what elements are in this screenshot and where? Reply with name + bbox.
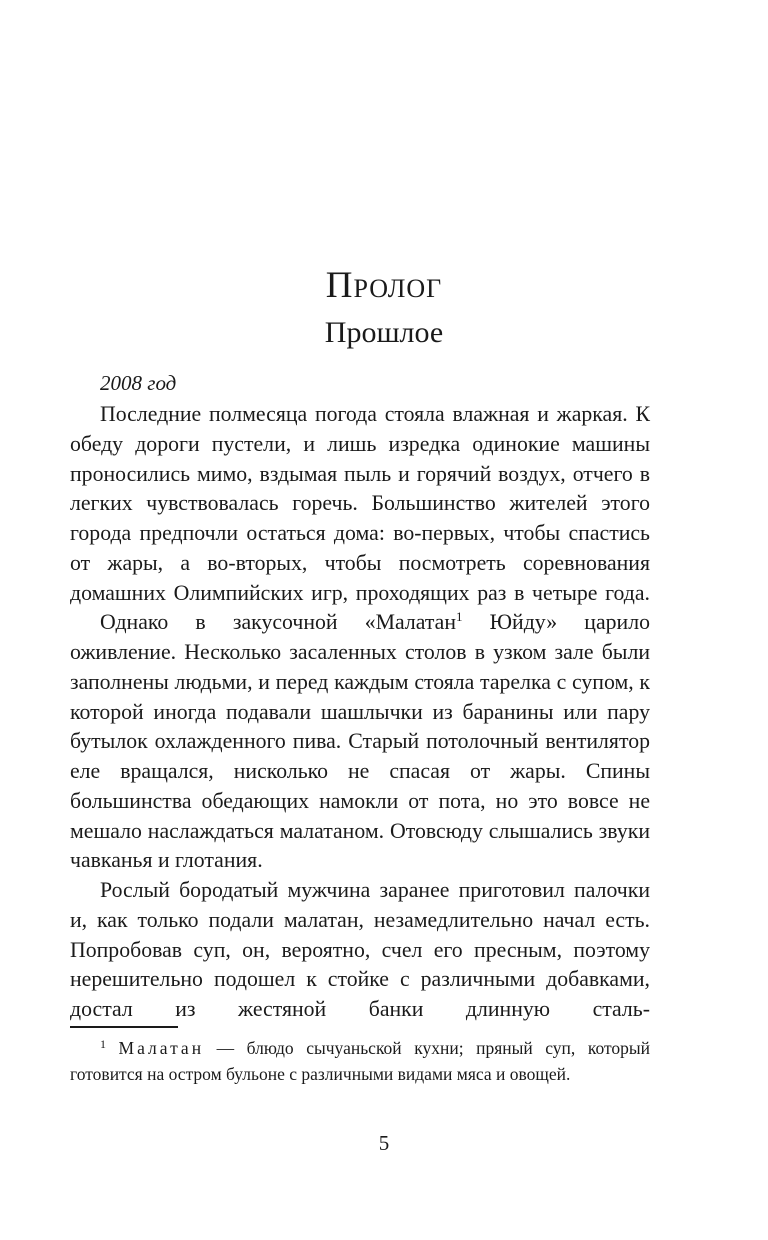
footnote-number: 1 [100, 1037, 106, 1051]
footnote-text: — блюдо сычуаньской кухни; пряный суп, который готовится на остром бульоне с различными видами мяса и овощей. [70, 1038, 651, 1084]
footnote-body [70, 1035, 650, 1087]
dateline: 2008 год [100, 371, 177, 395]
paragraph-3: Рослый бородатый мужчина заранее приготовил палочки и, как только подали малатан, незамедлительно начал есть. Попробовав суп, он, вероятно, счел его пресным, поэтому нерешительно подошел к стойке с различными добавками, достал из жестяной банки длинную сталь- [70, 878, 650, 1021]
paragraph-2-start: Однако в закусочной «Малатан [100, 610, 456, 635]
footnote-term: Малатан [118, 1038, 205, 1058]
body-text [70, 400, 650, 1025]
chapter-title: Пролог [325, 265, 443, 306]
paragraph-2-rest: Юйду» царило оживление. Несколько засаленных столов в узком зале были заполнены людьми, и перед каждым стояла тарелка с супом, к которой иногда подавали шашлычки из баранины или пару бутылок охлажденного пива. Старый потолочный вентилятор еле вращался, нисколько не спасая от жары. Спины большинства обедающих намокли от пота, но это вовсе не мешало наслаждаться малатаном. Отовсюду слышались звуки чавканья и глотания. [70, 610, 650, 873]
footnote-divider [70, 1026, 178, 1028]
footnote-reference[interactable]: 1 [455, 609, 463, 625]
chapter-subtitle: Прошлое [324, 316, 444, 349]
page-number: 5 [378, 1131, 390, 1155]
footnote [70, 1035, 650, 1087]
paragraph-1: Последние полмесяца погода стояла влажная и жаркая. К обеду дороги пустели, и лишь изредка одинокие машины проносились мимо, вздымая пыль и горячий воздух, отчего в легких чувствовалась горечь. Большинство жителей этого города предпочли остаться дома: во-первых, чтобы спастись от жары, а во-вторых, чтобы посмотреть соревнования домашних Олимпийских игр, проходящих раз в четыре года. [70, 402, 650, 605]
paragraph-2 [70, 608, 650, 876]
